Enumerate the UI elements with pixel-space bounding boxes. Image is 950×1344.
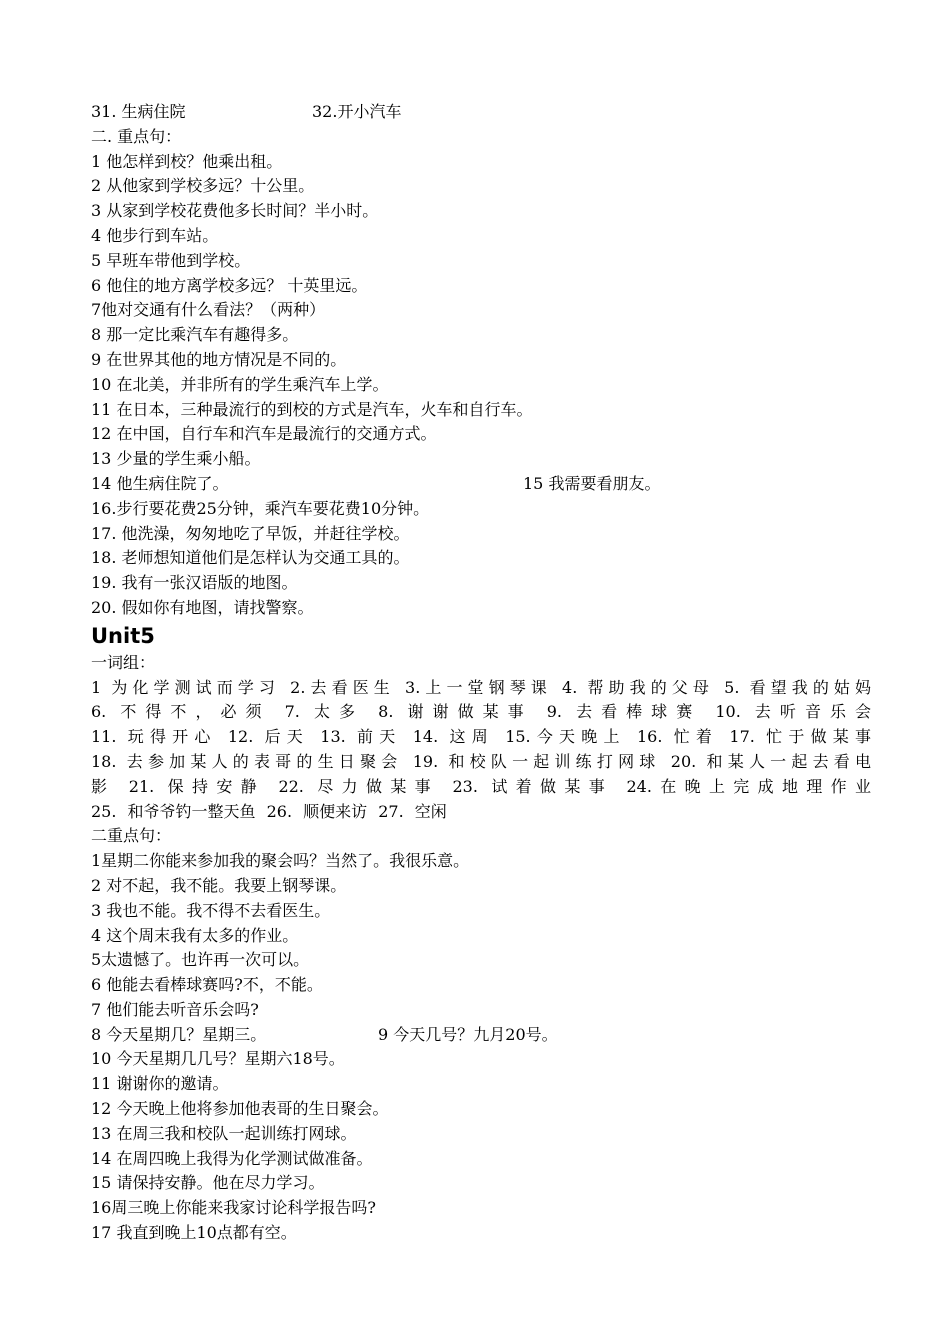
sentence-line: 19. 我有一张汉语版的地图。 [91, 573, 298, 593]
sentence-line: 3 我也不能。我不得不去看医生。 [91, 900, 331, 920]
sentence-line: 16.步行要花费25分钟，乘汽车要花费10分钟。 [91, 498, 430, 518]
sentence-line: 15 请保持安静。他在尽力学习。 [91, 1173, 325, 1193]
sentence-line: 10 今天星期几几号？星期六18号。 [91, 1049, 345, 1069]
sentence-15: 15 我需要看朋友。 [523, 473, 661, 493]
sentence-line: 11 在日本，三种最流行的到校的方式是汽车，火车和自行车。 [91, 399, 533, 419]
sentence-line: 18. 老师想知道他们是怎样认为交通工具的。 [91, 548, 410, 568]
sentence-line: 10 在北美，并非所有的学生乘汽车上学。 [91, 374, 389, 394]
key-sentences-list-a [91, 150, 871, 472]
phrase-line: 6. 不得不，必须 7. 太多 8. 谢谢做某事 9. 去看棒球赛 10. 去听音乐会 [91, 702, 871, 722]
sentence-line: 4 这个周末我有太多的作业。 [91, 925, 299, 945]
unit5-sentences-b [91, 1047, 871, 1245]
phrase-line: 1 为化学测试而学习 2.去看医生 3.上一堂钢琴课 4. 帮助我的父母 5. 看望我的姑妈 [91, 677, 871, 697]
sentence-line: 6 他能去看棒球赛吗?不，不能。 [91, 975, 323, 995]
sentence-line: 17. 他洗澡，匆匆地吃了早饭，并赶往学校。 [91, 523, 410, 543]
phrase-line: 11. 玩得开心 12. 后天 13. 前天 14. 这周 15.今天晚上 16. 忙着 17. 忙于做某事 [91, 727, 871, 747]
sentence-line: 1星期二你能来参加我的聚会吗？当然了。我很乐意。 [91, 851, 470, 871]
phrase-line: 25. 和爷爷钓一整天鱼 26. 顺便来访 27. 空闲 [91, 801, 447, 821]
phrase-line: 影 21. 保持安静 22. 尽力做某事 23. 试着做某事 24.在晚上完成地理作业 [91, 776, 871, 796]
phrases-title: 一词组： [91, 652, 156, 672]
vocab-item-31: 31. 生病住院 [91, 102, 186, 121]
unit5-sentences-a [91, 849, 871, 1023]
sentence-line: 8 那一定比乘汽车有趣得多。 [91, 325, 299, 345]
sentence-row-8-9 [91, 1023, 871, 1048]
sentence-8: 8 今天星期几？星期三。 [91, 1024, 267, 1044]
vocab-item-32: 32.开小汽车 [312, 102, 402, 121]
sentence-line: 4 他步行到车站。 [91, 225, 219, 245]
sentence-line: 14 在周四晚上我得为化学测试做准备。 [91, 1148, 373, 1168]
sentence-line: 17 我直到晚上10点都有空。 [91, 1223, 297, 1243]
sentence-line: 2 对不起，我不能。我要上钢琴课。 [91, 875, 347, 895]
key-sentences-title: 二重点句： [91, 826, 172, 846]
sentence-line: 11 谢谢你的邀请。 [91, 1074, 229, 1094]
sentence-line: 6 他住的地方离学校多远？ 十英里远。 [91, 275, 368, 295]
sentence-line: 2 从他家到学校多远？十公里。 [91, 176, 315, 196]
sentence-line: 13 在周三我和校队一起训练打网球。 [91, 1123, 357, 1143]
sentence-line: 12 今天晚上他将参加他表哥的生日聚会。 [91, 1099, 389, 1119]
sentence-line: 13 少量的学生乘小船。 [91, 449, 261, 469]
sentence-line: 7他对交通有什么看法？（两种） [91, 300, 326, 320]
section-title-key-sentences: 二. 重点句： [91, 126, 182, 146]
sentence-line: 3 从家到学校花费他多长时间？半小时。 [91, 201, 379, 221]
sentence-row-14-15 [91, 472, 871, 497]
vocab-row-31-32 [91, 100, 871, 125]
sentence-line: 16周三晚上你能来我家讨论科学报告吗? [91, 1198, 376, 1218]
sentence-line: 9 在世界其他的地方情况是不同的。 [91, 349, 347, 369]
sentence-line: 12 在中国，自行车和汽车是最流行的交通方式。 [91, 424, 437, 444]
unit-heading: Unit5 [91, 623, 155, 648]
sentence-line: 1 他怎样到校？他乘出租。 [91, 151, 283, 171]
sentence-14: 14 他生病住院了。 [91, 473, 229, 493]
sentence-line: 7 他们能去听音乐会吗? [91, 999, 259, 1019]
sentence-line: 5太遗憾了。也许再一次可以。 [91, 950, 310, 970]
sentence-line: 20. 假如你有地图，请找警察。 [91, 597, 314, 617]
document-page [91, 100, 871, 1246]
sentence-line: 5 早班车带他到学校。 [91, 250, 251, 270]
phrase-line: 18. 去参加某人的表哥的生日聚会 19. 和校队一起训练打网球 20. 和某人一起去看电 [91, 751, 871, 771]
phrases-block [91, 676, 871, 825]
key-sentences-list-b [91, 497, 871, 621]
sentence-9: 9 今天几号？九月20号。 [378, 1024, 558, 1044]
